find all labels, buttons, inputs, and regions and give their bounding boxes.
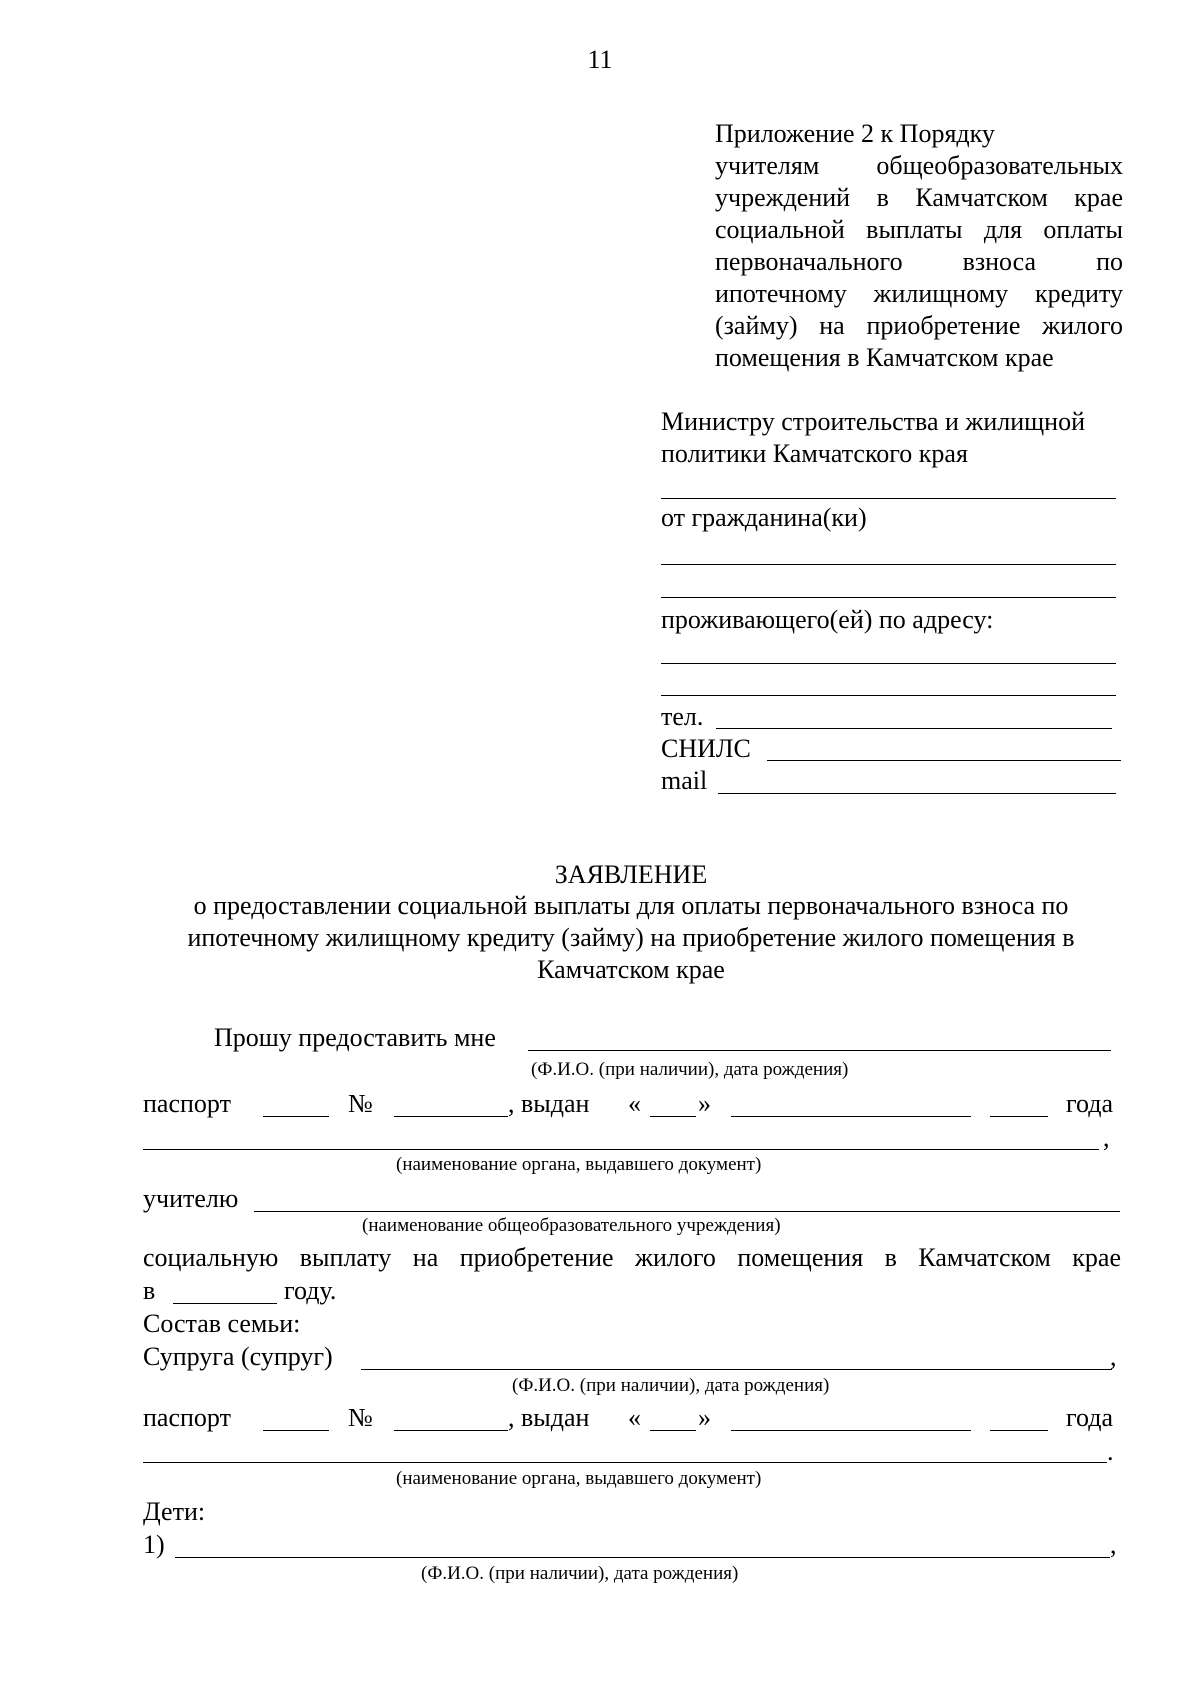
appendix-line: (займу) на приобретение жилого: [715, 311, 1123, 340]
passport-issue-month-field[interactable]: [731, 1116, 971, 1117]
year-field[interactable]: [173, 1303, 277, 1304]
quote-close: »: [698, 1403, 711, 1432]
request-text: Прошу предоставить мне: [214, 1023, 496, 1052]
appendix-line: помещения в Камчатском крае: [715, 343, 1054, 372]
year-end-word: году.: [284, 1276, 337, 1305]
spouse-passport-number-sign: №: [348, 1403, 373, 1432]
child-1-fio-field[interactable]: [175, 1557, 1110, 1558]
address-field-2[interactable]: [661, 695, 1116, 696]
comma: ,: [1110, 1342, 1117, 1371]
issued-label: , выдан: [508, 1089, 590, 1118]
spouse-passport-number-field[interactable]: [394, 1430, 508, 1431]
mail-label: mail: [661, 766, 708, 795]
applicant-fio-caption: (Ф.И.О. (при наличии), дата рождения): [531, 1059, 849, 1080]
citizen-name-field[interactable]: [661, 564, 1116, 565]
spouse-passport-issue-day-field[interactable]: [650, 1430, 696, 1431]
child-1-fio-caption: (Ф.И.О. (при наличии), дата рождения): [421, 1563, 739, 1584]
phone-label: тел.: [661, 702, 704, 731]
passport-series-field[interactable]: [263, 1116, 329, 1117]
address-field[interactable]: [661, 663, 1116, 664]
from-citizen-label: от гражданина(ки): [661, 503, 867, 532]
appendix-line: учителям общеобразовательных: [715, 151, 1123, 180]
mail-field[interactable]: [718, 793, 1116, 794]
page-number: 11: [587, 45, 613, 74]
address-label: проживающего(ей) по адресу:: [661, 605, 994, 634]
comma: ,: [1110, 1530, 1117, 1559]
phone-field[interactable]: [716, 728, 1112, 729]
period: .: [1107, 1437, 1114, 1466]
family-label: Состав семьи:: [143, 1309, 301, 1338]
spouse-issued-label: , выдан: [508, 1403, 590, 1432]
spouse-fio-field[interactable]: [361, 1369, 1112, 1370]
spouse-passport-issue-month-field[interactable]: [731, 1430, 971, 1431]
spouse-fio-caption: (Ф.И.О. (при наличии), дата рождения): [512, 1375, 830, 1396]
school-caption: (наименование общеобразовательного учреждения): [362, 1215, 781, 1236]
passport-issue-day-field[interactable]: [650, 1116, 696, 1117]
quote-close: »: [698, 1089, 711, 1118]
addressee-minister: Министру строительства и жилищной: [661, 407, 1086, 436]
document-heading: ЗАЯВЛЕНИЕ: [554, 860, 708, 889]
spouse-label: Супруга (супруг): [143, 1342, 333, 1371]
year-word: года: [1066, 1089, 1114, 1118]
spouse-passport-series-field[interactable]: [263, 1430, 329, 1431]
snils-field[interactable]: [767, 760, 1121, 761]
quote-open: «: [628, 1403, 641, 1432]
appendix-line: первоначального взноса по: [715, 247, 1123, 276]
teacher-label: учителю: [143, 1184, 239, 1213]
citizen-name-field-2[interactable]: [661, 597, 1116, 598]
addressee-ministry: политики Камчатского края: [661, 439, 968, 468]
school-field[interactable]: [254, 1211, 1120, 1212]
appendix-line: учреждений в Камчатском крае: [715, 183, 1123, 212]
purpose-text: социальную выплату на приобретение жилого помещения в Камчатском крае: [143, 1243, 1121, 1272]
spouse-issuing-authority-field[interactable]: [143, 1462, 1107, 1463]
spouse-year-word: года: [1066, 1403, 1114, 1432]
child-1-label: 1): [143, 1530, 165, 1559]
appendix-title: Приложение 2 к Порядку: [715, 119, 995, 148]
comma: ,: [1103, 1123, 1110, 1152]
children-label: Дети:: [143, 1497, 206, 1526]
snils-label: СНИЛС: [661, 734, 751, 763]
passport-issue-year-field[interactable]: [990, 1116, 1048, 1117]
quote-open: «: [628, 1089, 641, 1118]
passport-label: паспорт: [143, 1089, 231, 1118]
addressee-name-field[interactable]: [661, 498, 1116, 499]
appendix-line: ипотечному жилищному кредиту: [715, 279, 1123, 308]
passport-number-sign: №: [348, 1089, 373, 1118]
spouse-passport-issue-year-field[interactable]: [990, 1430, 1048, 1431]
document-subtitle: о предоставлении социальной выплаты для оплаты первоначального взноса по ипотечному жилищному кредиту (займу) на приобретение жилого помещения в Камчатском крае: [187, 891, 1075, 984]
issuing-authority-caption: (наименование органа, выдавшего документ): [396, 1154, 762, 1175]
appendix-line: социальной выплаты для оплаты: [715, 215, 1123, 244]
spouse-issuing-authority-caption: (наименование органа, выдавшего документ): [396, 1468, 762, 1489]
spouse-passport-label: паспорт: [143, 1403, 231, 1432]
in-word: в: [143, 1276, 156, 1305]
passport-number-field[interactable]: [394, 1116, 508, 1117]
issuing-authority-field[interactable]: [143, 1149, 1099, 1150]
applicant-fio-field[interactable]: [528, 1050, 1111, 1051]
